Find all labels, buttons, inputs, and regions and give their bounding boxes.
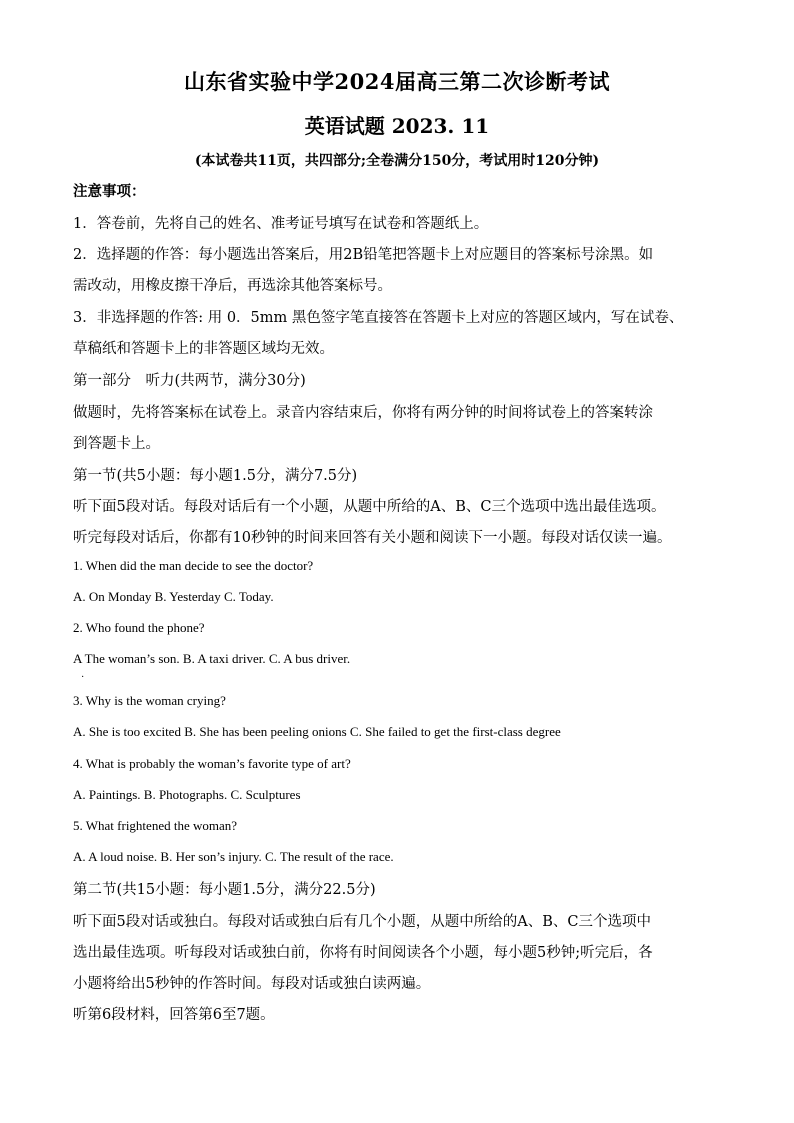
question-5: 5. What frightened the woman? xyxy=(73,818,238,833)
material-6-heading: 听第6段材料，回答第6至7题。 xyxy=(73,1007,275,1023)
section1-instruction-line-1: 听下面5段对话。每段对话后有一个小题，从题中所给的A、B、C三个选项中选出最佳选项。 xyxy=(73,499,666,515)
section2-instruction-line-3: 小题将给出5秒钟的作答时间。每段对话或独白读两遍。 xyxy=(73,976,431,992)
section2-heading: 第二节(共15小题：每小题1.5分，满分22.5分) xyxy=(73,882,376,898)
stray-dot-mark: · xyxy=(81,672,85,683)
question-1: 1. When did the man decide to see the doctor? xyxy=(73,558,314,573)
question-2-options: A The woman’s son. B. A taxi driver. C. A bus driver. xyxy=(73,651,351,666)
exam-note: (本试卷共11页，共四部分;全卷满分150分，考试用时120分钟) xyxy=(194,153,600,169)
question-4: 4. What is probably the woman’s favorite type of art? xyxy=(73,756,351,771)
notice-item-2-line-2: 需改动，用橡皮擦干净后，再选涂其他答案标号。 xyxy=(73,278,392,294)
question-4-options: A. Paintings. B. Photographs. C. Sculptures xyxy=(73,787,301,802)
subject-title: 英语试题 2023. 11 xyxy=(304,114,490,138)
exam-title: 山东省实验中学2024届高三第二次诊断考试 xyxy=(184,69,610,94)
question-3-options: A. She is too excited B. She has been peeling onions C. She failed to get the first-class degree xyxy=(73,724,561,739)
notice-item-2-line-1: 2．选择题的作答：每小题选出答案后，用2B铅笔把答题卡上对应题目的答案标号涂黑。如 xyxy=(73,247,654,263)
section1-instruction-line-2: 听完每段对话后，你都有10秒钟的时间来回答有关小题和阅读下一小题。每段对话仅读一遍。 xyxy=(73,530,672,546)
part1-intro-line-1: 做题时，先将答案标在试卷上。录音内容结束后，你将有两分钟的时间将试卷上的答案转涂 xyxy=(73,405,653,421)
notice-item-1: 1．答卷前，先将自己的姓名、准考证号填写在试卷和答题纸上。 xyxy=(73,216,489,232)
section1-heading: 第一节(共5小题：每小题1.5分，满分7.5分) xyxy=(73,468,358,484)
question-5-options: A. A loud noise. B. Her son’s injury. C. The result of the race. xyxy=(73,849,394,864)
question-2: 2. Who found the phone? xyxy=(73,620,205,635)
question-3: 3. Why is the woman crying? xyxy=(73,693,226,708)
notice-item-3-line-1: 3．非选择题的作答: 用 0．5mm 黑色签字笔直接答在答题卡上对应的答题区域内，写在试卷、 xyxy=(73,310,684,326)
part1-heading: 第一部分 听力(共两节，满分30分) xyxy=(73,373,306,389)
part1-intro-line-2: 到答题卡上。 xyxy=(73,436,160,452)
notice-heading: 注意事项： xyxy=(73,183,146,200)
section2-instruction-line-1: 听下面5段对话或独白。每段对话或独白后有几个小题，从题中所给的A、B、C三个选项中 xyxy=(73,914,651,930)
notice-item-3-line-2: 草稿纸和答题卡上的非答题区域均无效。 xyxy=(73,341,334,357)
section2-instruction-line-2: 选出最佳选项。听每段对话或独白前，你将有时间阅读各个小题，每小题5秒钟;听完后，各 xyxy=(73,945,653,961)
question-1-options: A. On Monday B. Yesterday C. Today. xyxy=(73,589,274,604)
